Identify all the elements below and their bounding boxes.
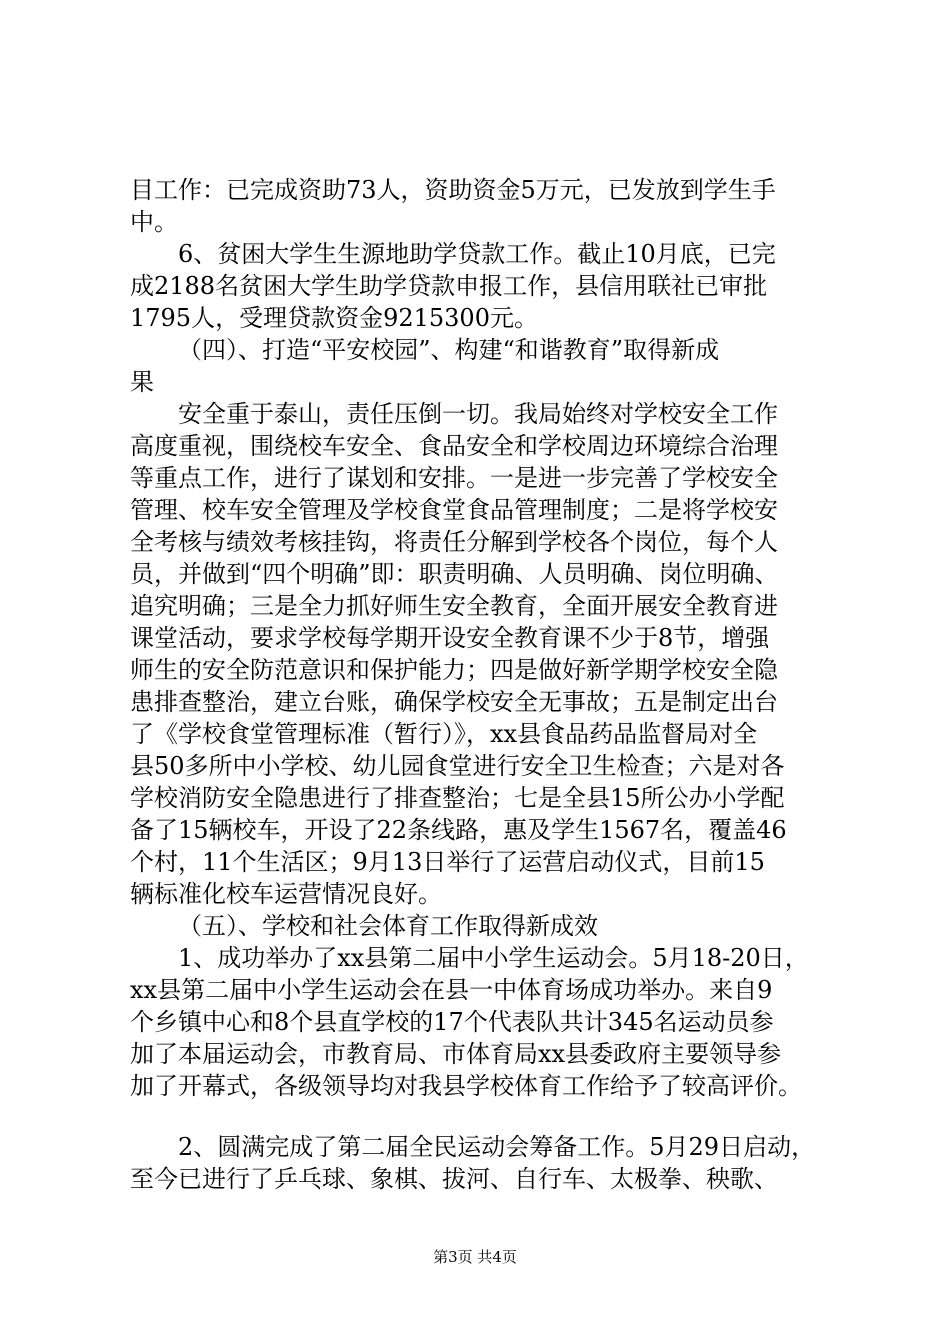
text-line: 辆标准化校车运营情况良好。 xyxy=(130,880,442,908)
text-line: 员，并做到“四个明确”即：职责明确、人员明确、岗位明确、 xyxy=(130,560,779,588)
text-line: 师生的安全防范意识和保护能力；四是做好新学期学校安全隐 xyxy=(130,656,778,684)
text-line: 课堂活动，要求学校每学期开设安全教育课不少于8节，增强 xyxy=(130,624,770,652)
text-line: 目工作：已完成资助73人，资助资金5万元，已发放到学生手 xyxy=(130,176,776,204)
text-line: 高度重视，围绕校车安全、食品安全和学校周边环境综合治理 xyxy=(130,432,778,460)
text-line: 等重点工作，进行了谋划和安排。一是进一步完善了学校安全 xyxy=(130,464,778,492)
text-line: 加了开幕式，各级领导均对我县学校体育工作给予了较高评价。 xyxy=(130,1072,802,1100)
text-line: 6、贫困大学生生源地助学贷款工作。截止10月底，已完 xyxy=(178,240,776,268)
text-line: 了《学校食堂管理标准（暂行）》，xx县食品药品监督局对全 xyxy=(130,720,758,748)
text-line: 中。 xyxy=(130,208,178,236)
section-heading: （五）、学校和社会体育工作取得新成效 xyxy=(178,912,598,940)
text-line: 1、成功举办了xx县第二届中小学生运动会。5月18-20日， xyxy=(178,944,809,972)
text-line: 县50多所中小学校、幼儿园食堂进行安全卫生检查；六是对各 xyxy=(130,752,785,780)
text-line: 管理、校车安全管理及学校食堂食品管理制度；二是将学校安 xyxy=(130,496,778,524)
text-line: 学校消防安全隐患进行了排查整治；七是全县15所公办小学配 xyxy=(130,784,785,812)
text-line: 个村，11个生活区；9月13日举行了运营启动仪式，目前15 xyxy=(130,848,765,876)
text-line: 至今已进行了乒乓球、象棋、拔河、自行车、太极拳、秧歌、 xyxy=(130,1165,778,1193)
page-number-footer: 第3页 共4页 xyxy=(433,1248,517,1266)
text-line: 2、圆满完成了第二届全民运动会筹备工作。5月29日启动， xyxy=(178,1133,816,1161)
section-heading: 果 xyxy=(130,368,154,396)
text-line: 追究明确；三是全力抓好师生安全教育，全面开展安全教育进 xyxy=(130,592,778,620)
section-heading: （四）、打造“平安校园”、构建“和谐教育”取得新成 xyxy=(178,336,720,364)
text-line: 安全重于泰山，责任压倒一切。我局始终对学校安全工作 xyxy=(178,400,778,428)
text-line: xx县第二届中小学生运动会在县一中体育场成功举办。来自9 xyxy=(130,976,773,1004)
text-line: 1795人，受理贷款资金9215300元。 xyxy=(130,304,538,332)
text-line: 加了本届运动会，市教育局、市体育局xx县委政府主要领导参 xyxy=(130,1040,782,1068)
text-line: 备了15辆校车，开设了22条线路，惠及学生1567名，覆盖46 xyxy=(130,816,787,844)
text-line: 成2188名贫困大学生助学贷款申报工作，县信用联社已审批 xyxy=(130,272,768,300)
text-line: 全考核与绩效考核挂钩，将责任分解到学校各个岗位，每个人 xyxy=(130,528,778,556)
text-line: 患排查整治，建立台账，确保学校安全无事故；五是制定出台 xyxy=(130,688,778,716)
text-line: 个乡镇中心和8个县直学校的17个代表队共计345名运动员参 xyxy=(130,1008,774,1036)
